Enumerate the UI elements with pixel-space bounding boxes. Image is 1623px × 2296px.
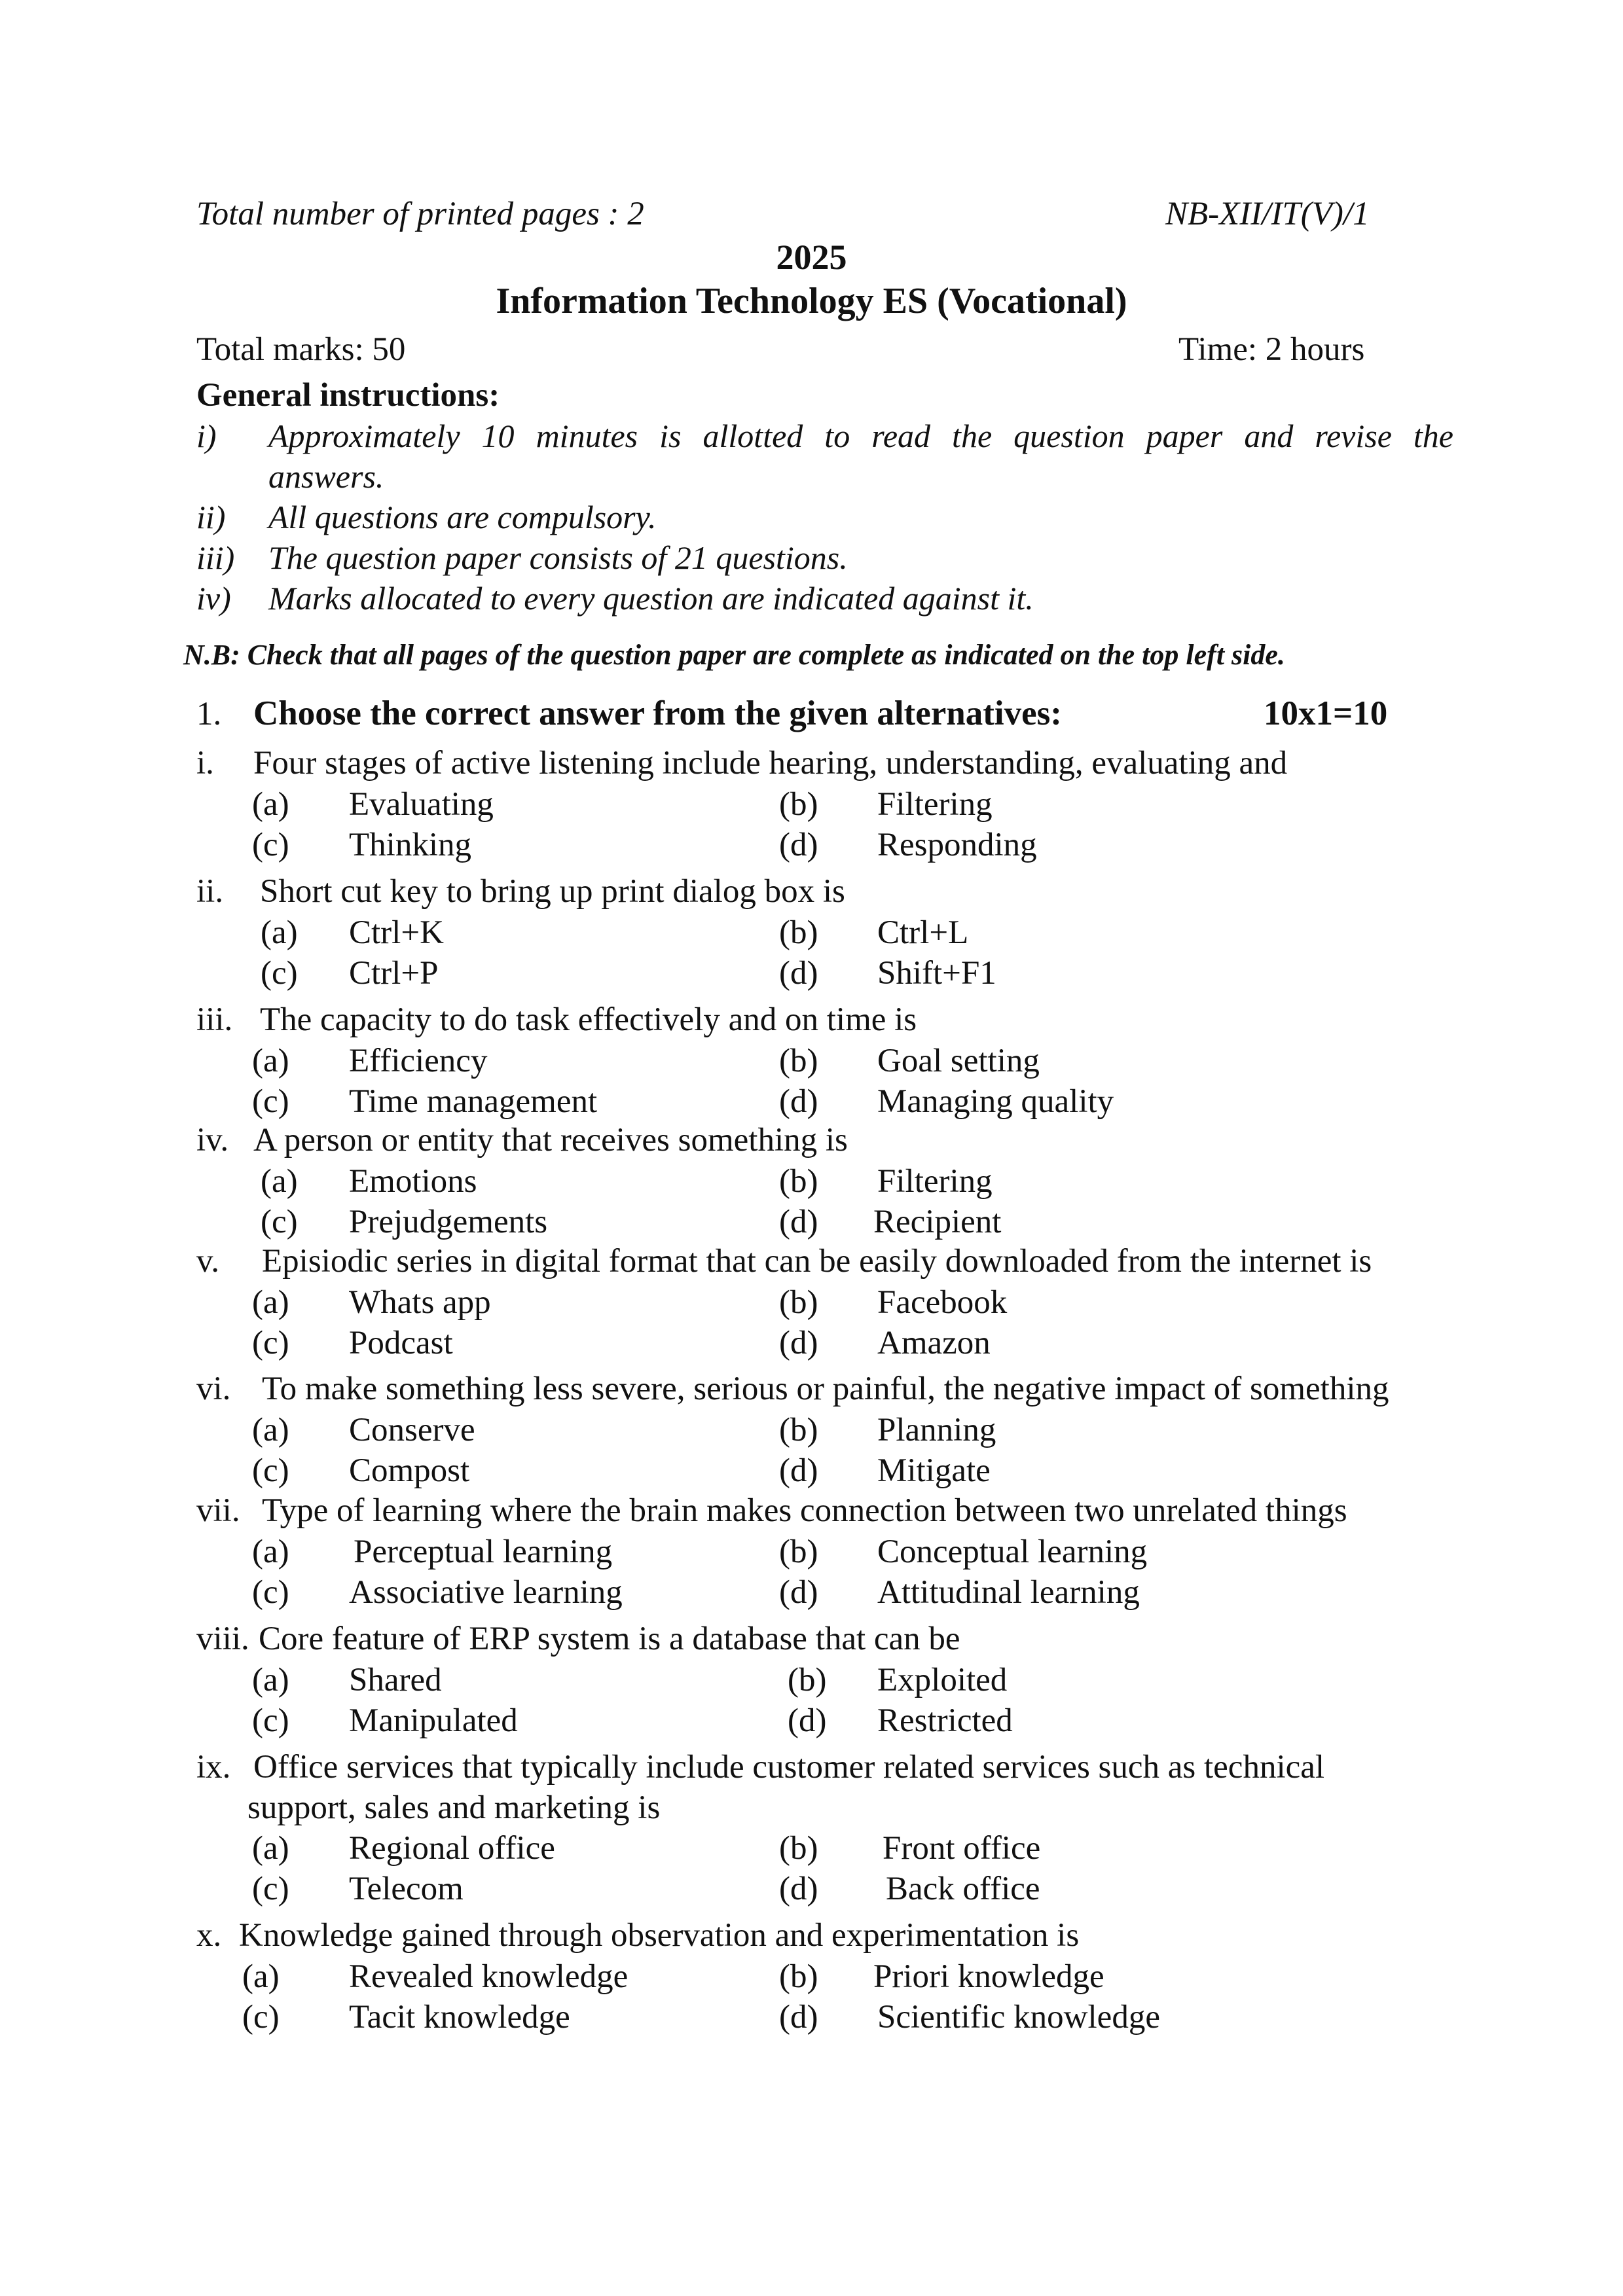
option-label: (b)	[788, 1662, 827, 1698]
option-label: (a)	[252, 1043, 289, 1079]
option-label: (a)	[252, 1412, 289, 1448]
option-label: (a)	[261, 1163, 298, 1200]
option-label: (b)	[779, 1284, 818, 1321]
option-text: Filtering	[877, 1163, 993, 1200]
option-label: (d)	[779, 1452, 818, 1489]
option-text: Conceptual learning	[877, 1534, 1148, 1570]
question-text: Four stages of active listening include hearing, understanding, evaluating and	[253, 745, 1288, 781]
option-text: Efficiency	[349, 1043, 488, 1079]
option-label: (b)	[779, 786, 818, 823]
option-text: Managing quality	[877, 1083, 1114, 1120]
option-text: Responding	[877, 827, 1037, 863]
instruction-text-continued: answers.	[268, 458, 384, 495]
option-text: Ctrl+L	[877, 914, 969, 951]
paper-title: Information Technology ES (Vocational)	[496, 281, 1127, 321]
option-label: (d)	[779, 1999, 818, 2036]
option-text: Conserve	[349, 1412, 475, 1448]
option-text: Recipient	[873, 1204, 1002, 1240]
option-label: (a)	[252, 1662, 289, 1698]
option-text: Evaluating	[349, 786, 494, 823]
question-number: vi.	[196, 1371, 231, 1407]
question-number: iv.	[196, 1122, 229, 1158]
question-number: x.	[196, 1917, 222, 1954]
nb-note: N.B: Check that all pages of the question paper are complete as indicated on the top left side.	[183, 639, 1285, 671]
question-text: A person or entity that receives something is	[253, 1122, 848, 1158]
option-label: (a)	[252, 786, 289, 823]
option-text: Thinking	[349, 827, 471, 863]
option-text: Back office	[886, 1871, 1040, 1907]
option-label: (d)	[779, 955, 818, 992]
option-text: Whats app	[349, 1284, 491, 1321]
option-text: Restricted	[877, 1702, 1013, 1739]
option-label: (a)	[252, 1830, 289, 1867]
option-text: Priori knowledge	[873, 1958, 1104, 1995]
section-marks: 10x1=10	[1264, 694, 1388, 732]
option-text: Revealed knowledge	[349, 1958, 629, 1995]
option-label: (c)	[252, 1083, 289, 1120]
option-text: Amazon	[877, 1325, 991, 1361]
option-text: Regional office	[349, 1830, 555, 1867]
question-text: Short cut key to bring up print dialog box is	[260, 873, 845, 910]
option-label: (d)	[779, 1204, 818, 1240]
question-number: iii.	[196, 1001, 233, 1038]
option-label: (d)	[779, 1083, 818, 1120]
option-label: (c)	[252, 1702, 289, 1739]
instruction-text: Approximately 10 minutes is allotted to read the question paper and revise the	[268, 418, 1453, 454]
option-label: (c)	[252, 1871, 289, 1907]
instruction-number: iii)	[196, 539, 235, 576]
option-label: (d)	[779, 1325, 818, 1361]
option-label: (c)	[252, 1325, 289, 1361]
option-text: Shared	[349, 1662, 442, 1698]
option-text: Manipulated	[349, 1702, 518, 1739]
option-label: (d)	[779, 1871, 818, 1907]
option-text: Ctrl+K	[349, 914, 444, 951]
instruction-text: Marks allocated to every question are indicated against it.	[268, 580, 1034, 617]
question-text: The capacity to do task effectively and on time is	[260, 1001, 917, 1038]
instruction-number: i)	[196, 418, 217, 454]
option-label: (b)	[779, 1412, 818, 1448]
option-label: (a)	[252, 1284, 289, 1321]
question-number: vii.	[196, 1492, 240, 1529]
instruction-text: The question paper consists of 21 questions.	[268, 539, 848, 576]
exam-time: Time: 2 hours	[1178, 331, 1365, 368]
question-text: To make something less severe, serious or painful, the negative impact of something	[262, 1371, 1389, 1407]
exam-year: 2025	[776, 238, 847, 277]
option-text: Goal setting	[877, 1043, 1040, 1079]
option-label: (c)	[252, 827, 289, 863]
option-label: (d)	[788, 1702, 827, 1739]
option-label: (c)	[261, 955, 298, 992]
question-text: Knowledge gained through observation and experimentation is	[239, 1917, 1080, 1954]
option-text: Planning	[877, 1412, 996, 1448]
option-text: Scientific knowledge	[877, 1999, 1160, 2036]
option-text: Facebook	[877, 1284, 1008, 1321]
option-label: (b)	[779, 914, 818, 951]
option-label: (b)	[779, 1163, 818, 1200]
option-label: (b)	[779, 1958, 818, 1995]
option-label: (d)	[779, 827, 818, 863]
option-text: Mitigate	[877, 1452, 991, 1489]
option-label: (a)	[252, 1534, 289, 1570]
option-text: Time management	[349, 1083, 598, 1120]
question-number: viii.	[196, 1621, 249, 1657]
question-text: Office services that typically include customer related services such as technical	[253, 1749, 1325, 1785]
option-label: (c)	[261, 1204, 298, 1240]
question-number: ix.	[196, 1749, 231, 1785]
instruction-text: All questions are compulsory.	[268, 499, 657, 535]
printed-pages-note: Total number of printed pages : 2	[196, 196, 644, 232]
option-label: (d)	[779, 1574, 818, 1611]
question-text: Type of learning where the brain makes connection between two unrelated things	[262, 1492, 1347, 1529]
paper-code: NB-XII/IT(V)/1	[1165, 196, 1370, 232]
option-text: Shift+F1	[877, 955, 996, 992]
option-text: Compost	[349, 1452, 470, 1489]
option-text: Telecom	[349, 1871, 464, 1907]
question-number: ii.	[196, 873, 224, 910]
option-label: (b)	[779, 1534, 818, 1570]
option-label: (a)	[242, 1958, 280, 1995]
option-label: (b)	[779, 1830, 818, 1867]
option-text: Attitudinal learning	[877, 1574, 1140, 1611]
option-label: (c)	[252, 1452, 289, 1489]
option-text: Associative learning	[349, 1574, 623, 1611]
total-marks: Total marks: 50	[196, 331, 406, 368]
instruction-number: ii)	[196, 499, 226, 535]
option-text: Filtering	[877, 786, 993, 823]
option-text: Front office	[883, 1830, 1041, 1867]
option-text: Podcast	[349, 1325, 453, 1361]
option-label: (c)	[242, 1999, 280, 2036]
option-label: (c)	[252, 1574, 289, 1611]
instructions-heading: General instructions:	[196, 377, 500, 414]
instruction-number: iv)	[196, 580, 231, 617]
question-text-continued: support, sales and marketing is	[247, 1789, 661, 1826]
option-label: (b)	[779, 1043, 818, 1079]
option-label: (a)	[261, 914, 298, 951]
option-text: Exploited	[877, 1662, 1008, 1698]
section-heading: Choose the correct answer from the given alternatives:	[253, 694, 1062, 732]
option-text: Emotions	[349, 1163, 477, 1200]
section-number: 1.	[196, 696, 222, 732]
question-number: i.	[196, 745, 214, 781]
question-text: Core feature of ERP system is a database that can be	[259, 1621, 960, 1657]
option-text: Ctrl+P	[349, 955, 439, 992]
question-text: Episiodic series in digital format that can be easily downloaded from the internet is	[262, 1243, 1372, 1280]
option-text: Tacit knowledge	[349, 1999, 570, 2036]
option-text: Prejudgements	[349, 1204, 548, 1240]
option-text: Perceptual learning	[354, 1534, 613, 1570]
question-number: v.	[196, 1243, 219, 1280]
